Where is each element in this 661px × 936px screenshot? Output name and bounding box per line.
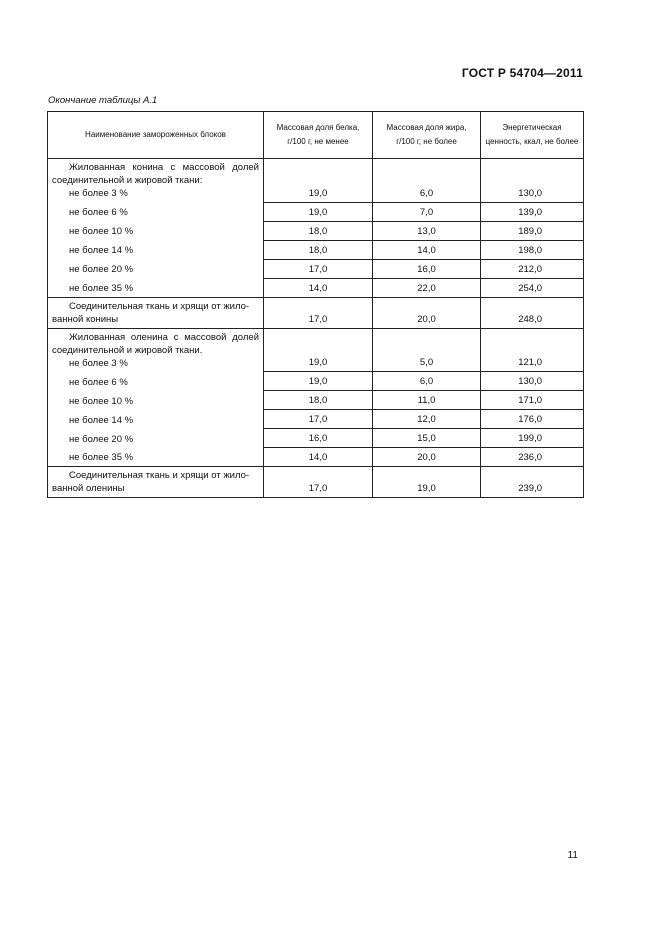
table-header-row — [48, 112, 584, 159]
row-name — [48, 240, 264, 259]
energy-cell: 248,0 — [481, 297, 584, 328]
row-label: не более 35 % — [69, 452, 134, 463]
row-name — [48, 467, 264, 498]
fat-cell: 6,0 — [373, 372, 481, 391]
energy-cell: 236,0 — [481, 448, 584, 467]
table-row — [48, 297, 584, 328]
table-row — [48, 278, 584, 297]
protein-cell: 16,0 — [264, 429, 373, 448]
energy-cell: 189,0 — [481, 221, 584, 240]
protein-cell: 19,0 — [264, 328, 373, 372]
energy-cell: 139,0 — [481, 202, 584, 221]
group-title: Жилованная конина с массовой долей соединительной и жировой ткани: — [52, 162, 259, 186]
table-row — [48, 240, 584, 259]
header-energy: Энергетическая ценность, ккал, не более — [481, 112, 584, 159]
table-caption: Окончание таблицы А.1 — [48, 95, 158, 106]
row-label: не более 6 % — [69, 207, 128, 218]
row-name — [48, 297, 264, 328]
standard-number: ГОСТ Р 54704—2011 — [461, 66, 583, 80]
fat-cell: 20,0 — [373, 448, 481, 467]
header-fat: Массовая доля жира, г/100 г, не более — [373, 112, 481, 159]
energy-cell: 199,0 — [481, 429, 584, 448]
row-label: не более 3 % — [69, 188, 128, 199]
table-row — [48, 467, 584, 498]
table-row — [48, 159, 584, 203]
row-name — [48, 159, 264, 203]
table-row — [48, 221, 584, 240]
table-row — [48, 448, 584, 467]
row-name — [48, 221, 264, 240]
group-title: Соединительная ткань и хрящи от жило- — [69, 470, 250, 481]
table-row — [48, 391, 584, 410]
row-label: не более 20 % — [69, 433, 134, 445]
energy-cell: 130,0 — [481, 159, 584, 203]
header-protein: Массовая доля белка, г/100 г, не менее — [264, 112, 373, 159]
energy-cell: 254,0 — [481, 278, 584, 297]
row-label: не более 20 % — [69, 264, 134, 275]
fat-cell: 11,0 — [373, 391, 481, 410]
row-name — [48, 448, 264, 467]
energy-cell: 171,0 — [481, 391, 584, 410]
energy-cell: 176,0 — [481, 410, 584, 429]
row-label: не более 10 % — [69, 395, 134, 407]
energy-cell: 121,0 — [481, 328, 584, 372]
fat-cell: 16,0 — [373, 259, 481, 278]
page-number: 11 — [567, 850, 578, 861]
fat-cell: 12,0 — [373, 410, 481, 429]
fat-cell: 13,0 — [373, 221, 481, 240]
header-name: Наименование замороженных блоков — [48, 112, 264, 159]
nutrition-table — [47, 111, 584, 498]
fat-cell: 14,0 — [373, 240, 481, 259]
row-label: не более 14 % — [69, 245, 134, 256]
fat-cell: 15,0 — [373, 429, 481, 448]
protein-cell: 14,0 — [264, 278, 373, 297]
protein-cell: 18,0 — [264, 391, 373, 410]
energy-cell: 198,0 — [481, 240, 584, 259]
protein-cell: 18,0 — [264, 221, 373, 240]
row-name — [48, 429, 264, 448]
fat-cell: 5,0 — [373, 328, 481, 372]
group-title: Жилованная оленина с массовой долей соединительной и жировой ткани. — [52, 331, 259, 356]
table-row — [48, 202, 584, 221]
row-label: не более 14 % — [69, 414, 134, 426]
row-label: не более 3 % — [69, 357, 128, 369]
group-title-continuation: ванной оленины — [52, 483, 125, 494]
row-name — [48, 259, 264, 278]
fat-cell: 19,0 — [373, 467, 481, 498]
table-row — [48, 372, 584, 391]
table-row — [48, 429, 584, 448]
protein-cell: 19,0 — [264, 159, 373, 203]
row-name — [48, 372, 264, 391]
protein-cell: 17,0 — [264, 467, 373, 498]
energy-cell: 212,0 — [481, 259, 584, 278]
protein-cell: 17,0 — [264, 259, 373, 278]
table-row — [48, 410, 584, 429]
protein-cell: 18,0 — [264, 240, 373, 259]
protein-cell: 17,0 — [264, 410, 373, 429]
row-label: не более 35 % — [69, 282, 134, 294]
row-label: не более 6 % — [69, 376, 128, 388]
row-name — [48, 278, 264, 297]
group-title-continuation: ванной конины — [52, 313, 119, 325]
energy-cell: 130,0 — [481, 372, 584, 391]
fat-cell: 20,0 — [373, 297, 481, 328]
group-title: Соединительная ткань и хрящи от жило- — [69, 300, 250, 312]
energy-cell: 239,0 — [481, 467, 584, 498]
table-row — [48, 259, 584, 278]
fat-cell: 22,0 — [373, 278, 481, 297]
protein-cell: 17,0 — [264, 297, 373, 328]
row-name — [48, 202, 264, 221]
row-name — [48, 328, 264, 372]
table-row — [48, 328, 584, 372]
protein-cell: 19,0 — [264, 372, 373, 391]
row-label: не более 10 % — [69, 226, 134, 237]
fat-cell: 7,0 — [373, 202, 481, 221]
protein-cell: 14,0 — [264, 448, 373, 467]
row-name — [48, 391, 264, 410]
protein-cell: 19,0 — [264, 202, 373, 221]
row-name — [48, 410, 264, 429]
fat-cell: 6,0 — [373, 159, 481, 203]
